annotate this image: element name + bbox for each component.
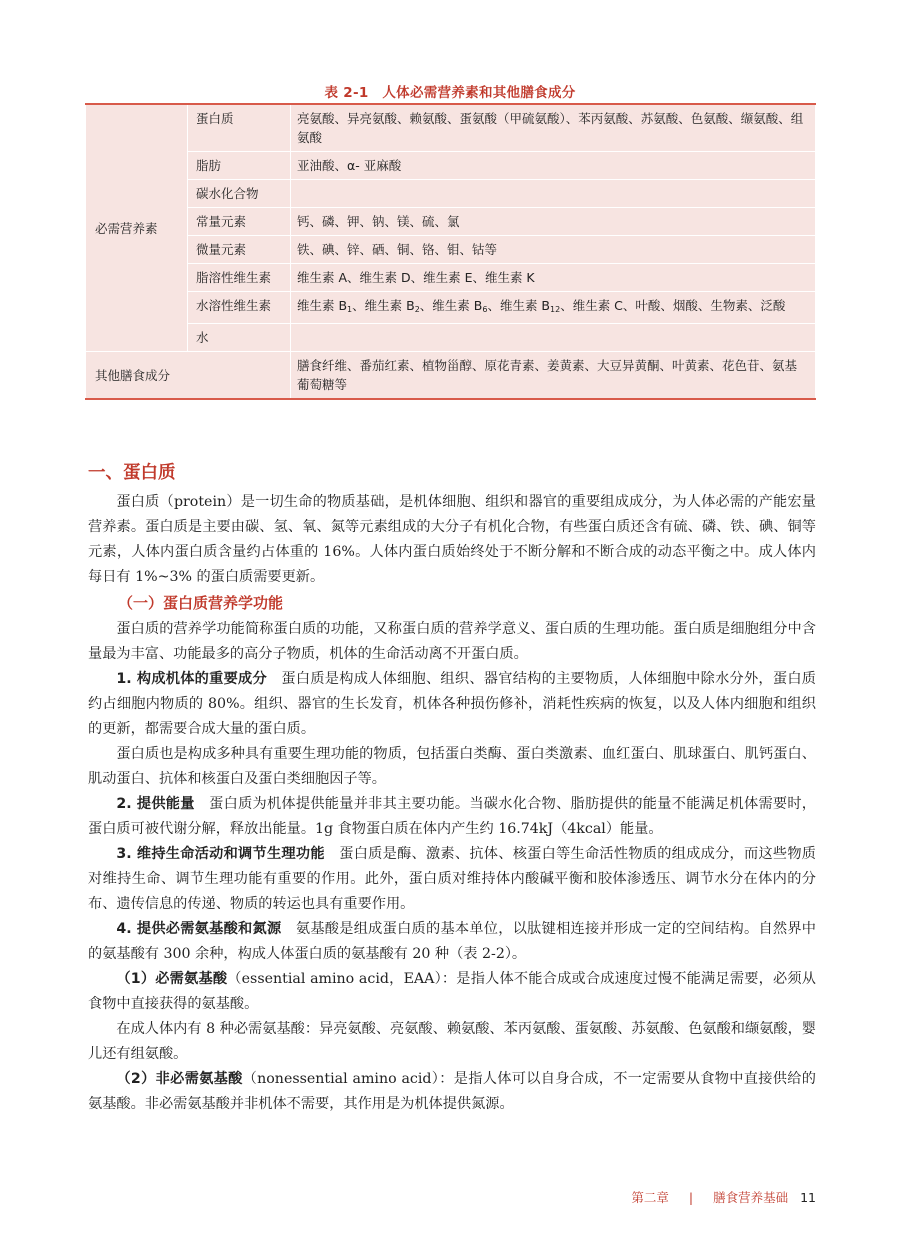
paragraph-lead: 4. 提供必需氨基酸和氮源 (116, 921, 282, 937)
table-row (86, 236, 816, 264)
paragraph-lead: 3. 维持生命活动和调节生理功能 (116, 846, 325, 862)
row-value: 亮氨酸、异亮氨酸、赖氨酸、蛋氨酸（甲硫氨酸）、苯丙氨酸、苏氨酸、色氨酸、缬氨酸、组氨酸 (290, 104, 815, 152)
table-row (86, 352, 816, 400)
table-row (86, 104, 816, 152)
row-value: 维生素 A、维生素 D、维生素 E、维生素 K (290, 264, 815, 292)
paragraph-lead: 1. 构成机体的重要成分 (116, 671, 267, 687)
body-text (88, 490, 816, 1117)
page-number: 11 (800, 1190, 816, 1205)
paragraph: 蛋白质的营养学功能简称蛋白质的功能，又称蛋白质的营养学意义、蛋白质的生理功能。蛋白质是细胞组分中含量最为丰富、功能最多的高分子物质，机体的生命活动离不开蛋白质。 (88, 621, 816, 662)
row-label: 微量元素 (188, 236, 291, 264)
paragraph: 1. 构成机体的重要成分 蛋白质是构成人体细胞、组织、器官结构的主要物质，人体细胞中除水分外，蛋白质约占细胞内物质的 80%。组织、器官的生长发育，机体各种损伤修补，消耗性疾病的恢复，以及人体内细胞和组织的更新，都需要合成大量的蛋白质。 (88, 671, 816, 737)
row-value (290, 180, 815, 208)
row-value: 钙、磷、钾、钠、镁、硫、氯 (290, 208, 815, 236)
paragraph: 2. 提供能量 蛋白质为机体提供能量并非其主要功能。当碳水化合物、脂肪提供的能量不能满足机体需要时，蛋白质可被代谢分解，释放出能量。1g 食物蛋白质在体内产生约 16.74kJ（4kcal）能量。 (88, 796, 816, 837)
table-title: 表 2-1 人体必需营养素和其他膳食成分 (324, 85, 576, 101)
section-title: 一、蛋白质 (88, 463, 176, 483)
row-label: 脂肪 (188, 152, 291, 180)
row-label: 碳水化合物 (188, 180, 291, 208)
paragraph: 3. 维持生命活动和调节生理功能 蛋白质是酶、激素、抗体、核蛋白等生命活性物质的组成成分，而这些物质对维持生命、调节生理功能有重要的作用。此外，蛋白质对维持体内酸碱平衡和胶体渗透压、调节水分在体内的分布、遗传信息的传递、物质的转运也具有重要作用。 (88, 846, 816, 912)
table-row (86, 324, 816, 352)
paragraph: 4. 提供必需氨基酸和氮源 氨基酸是组成蛋白质的基本单位，以肽键相连接并形成一定的空间结构。自然界中的氨基酸有 300 余种，构成人体蛋白质的氨基酸有 20 种（表 2-2）。 (88, 921, 816, 962)
paragraph: （1）必需氨基酸（essential amino acid，EAA）：是指人体不能合成或合成速度过慢不能满足需要，必须从食物中直接获得的氨基酸。 (88, 971, 816, 1012)
paragraph: 在成人体内有 8 种必需氨基酸：异亮氨酸、亮氨酸、赖氨酸、苯丙氨酸、蛋氨酸、苏氨酸、色氨酸和缬氨酸，婴儿还有组氨酸。 (88, 1021, 816, 1062)
table-row (86, 264, 816, 292)
footer-chapter: 第二章 (631, 1190, 669, 1205)
footer-title: 膳食营养基础 (713, 1190, 789, 1205)
row-value (290, 324, 815, 352)
paragraph: 蛋白质（protein）是一切生命的物质基础，是机体细胞、组织和器官的重要组成成分，为人体必需的产能宏量营养素。蛋白质是主要由碳、氢、氧、氮等元素组成的大分子有机化合物，有些蛋白质还含有硫、磷、铁、碘、铜等元素，人体内蛋白质含量约占体重的 16%。人体内蛋白质始终处于不断分解和不断合成的动态平衡之中。成人体内每日有 1%~3% 的蛋白质需要更新。 (88, 494, 816, 585)
row-label: 水 (188, 324, 291, 352)
row-value: 亚油酸、α- 亚麻酸 (290, 152, 815, 180)
table-row (86, 208, 816, 236)
row-value: 膳食纤维、番茄红素、植物甾醇、原花青素、姜黄素、大豆异黄酮、叶黄素、花色苷、氨基葡萄糖等 (290, 352, 815, 400)
row-value: 铁、碘、锌、硒、铜、铬、钼、钴等 (290, 236, 815, 264)
row-label: 常量元素 (188, 208, 291, 236)
paragraph-lead: （2）非必需氨基酸 (116, 1071, 243, 1087)
row-value: 维生素 $B_1$、维生素 $B_2$、维生素 $B_6$、维生素 $B_{12}$、维生素 C、叶酸、烟酸、生物素、泛酸 (290, 292, 815, 324)
row-label: 水溶性维生素 (188, 292, 291, 324)
subsection-title: （一）蛋白质营养学功能 (118, 594, 284, 612)
group-label-essential: 必需营养素 (86, 104, 188, 352)
group-label-other: 其他膳食成分 (86, 352, 291, 400)
paragraph: （2）非必需氨基酸（nonessential amino acid）：是指人体可以自身合成，不一定需要从食物中直接供给的氨基酸。非必需氨基酸并非机体不需要，其作用是为机体提供氮源。 (88, 1071, 816, 1112)
paragraph-lead: （1）必需氨基酸 (116, 971, 228, 987)
table-row (86, 292, 816, 324)
table-row (86, 152, 816, 180)
table-row (86, 180, 816, 208)
row-label: 蛋白质 (188, 104, 291, 152)
footer-divider: | (688, 1190, 694, 1205)
paragraph: 蛋白质也是构成多种具有重要生理功能的物质，包括蛋白类酶、蛋白类激素、血红蛋白、肌球蛋白、肌钙蛋白、肌动蛋白、抗体和核蛋白及蛋白类细胞因子等。 (88, 746, 816, 787)
nutrient-table (85, 103, 816, 400)
row-label: 脂溶性维生素 (188, 264, 291, 292)
paragraph-lead: 2. 提供能量 (116, 796, 195, 812)
page-footer (631, 1188, 816, 1206)
